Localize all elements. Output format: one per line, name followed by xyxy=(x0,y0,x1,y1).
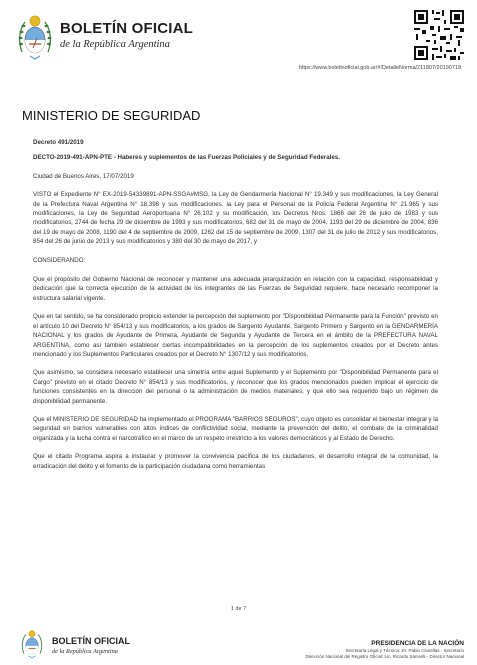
footer-brand-subtitle: de la República Argentina xyxy=(52,648,118,655)
considerando-heading: CONSIDERANDO: xyxy=(33,256,86,264)
decree-title: DECTO-2019-491-APN-PTE - Haberes y suplementos de las Fuerzas Policiales y de Seguridad Federales. xyxy=(33,154,340,162)
brand-title: BOLETÍN OFICIAL xyxy=(60,20,193,37)
paragraph: Que en tal sentido, se ha considerado propicio extender la percepción del suplemento por "Disponibilidad Permanente para la Función" previsto en el artículo 10 del Decreto N° 854/13 y sus modificatorios, a los grados de Sargento Ayudante, Sargento Primero y Sargento en la GENDARMERÍA NACIONAL y los grados de Ayudante de Primera, Ayudante de Segunda y Ayudante de Tercera en el ámbito de la PREFECTURA NAVAL ARGENTINA, como así también establecer ciertas incompatibilidades en la percepción de los suplementos creados por el Decreto antes mencionado y los Suplementos Particulares creados por el Decreto N° 1307/12 y sus modificatorios. xyxy=(33,313,438,358)
document-body xyxy=(33,138,438,480)
presidency-label: PRESIDENCIA DE LA NACIÓN xyxy=(371,640,464,647)
coat-of-arms-icon xyxy=(20,628,44,660)
document-url[interactable]: https://www.boletinoficial.gob.ar/#!DetalleNorma/211807/20190718 xyxy=(298,65,461,71)
ministry-heading: MINISTERIO DE SEGURIDAD xyxy=(22,108,201,123)
footer xyxy=(0,618,477,665)
decree-number: Decreto 491/2019 xyxy=(33,139,84,146)
footer-credit-line: Dirección Nacional del Registro Oficial: Lic. Ricardo Sarinelli - Director Nacional xyxy=(305,654,464,659)
footer-brand-title: BOLETÍN OFICIAL xyxy=(52,636,130,646)
paragraph: Que asimismo, se considera necesario establecer una simetría entre aquel Suplemento y el Suplemento por "Disponibilidad Permanente para el Cargo" previsto en el citado Decreto N° 854/13 y sus modificatorios, y reconocer que los grados mencionados pueden implicar el ejercicio de funciones consistentes en la dirección del personal o la administración de medios materiales, y que ello sea requerido bajo un régimen de disponibilidad permanente. xyxy=(33,369,438,405)
paragraph: Que el propósito del Gobierno Nacional de reconocer y mantener una adecuada jerarquización en relación con la capacidad, responsabilidad y dedicación que la correcta ejecución de la actividad de los integrantes de las Fuerzas de Seguridad requiere, hace necesario recomponer la estructura salarial vigente. xyxy=(33,276,438,302)
paragraph: Que el citado Programa aspira a instaurar y promover la convivencia pacífica de los ciudadanos, el desarrollo integral de la comunidad, la erradicación del delito y el fomento de la participación ciudadana como herramientas xyxy=(33,453,438,470)
footer-credits xyxy=(305,640,464,660)
coat-of-arms-icon xyxy=(16,12,54,62)
brand-subtitle: de la República Argentina xyxy=(60,39,170,50)
page-number: 1 de 7 xyxy=(230,606,247,612)
header xyxy=(14,10,464,72)
qr-code-icon xyxy=(414,10,464,60)
paragraph: Que el MINISTERIO DE SEGURIDAD ha implementado el PROGRAMA "BARRIOS SEGUROS", cuyo objeto es consolidar el bienestar integral y la seguridad en barrios vulnerables con altos índices de conflictividad social, mediante la prevención del delito, el combate de la criminalidad organizada y la lucha contra el narcotráfico en el marco de un respeto irrestricto a los valores democráticos y al Estado de Derecho. xyxy=(33,415,439,442)
visto-paragraph: VISTO el Expediente N° EX-2019-54339891-APN-SSGA#MSG, la Ley de Gendarmería Nacional N° 19.349 y sus modificaciones, la Ley General de la Prefectura Naval Argentina N° 18.398 y sus modificaciones, la Ley para el Personal de la Policía Federal Argentina N° 21.965 y sus modificaciones, la Ley de Seguridad Aeroportuaria N° 26.102 y su modificación, los Decretos Nros. 1866 del 26 de julio de 1983 y sus modificatorios, 2744 de fecha 29 de diciembre de 1993 y sus modificatorios, 682 del 31 de mayo de 2004, 1193 del 29 de diciembre de 2004, 836 del 19 de mayo de 2008, 1190 del 4 de septiembre de 2009, 1262 del 15 de septiembre de 2009, 1307 del 31 de julio de 2012 y sus modificatorios, 854 del 26 de junio de 2013 y sus modificatorios y 380 del 30 de mayo de 2017, y xyxy=(33,191,438,246)
place-date: Ciudad de Buenos Aires, 17/07/2019 xyxy=(33,172,134,180)
footer-credit-line: Secretaría Legal y Técnica: Dr. Pablo Clusellas - Secretario xyxy=(345,648,464,653)
